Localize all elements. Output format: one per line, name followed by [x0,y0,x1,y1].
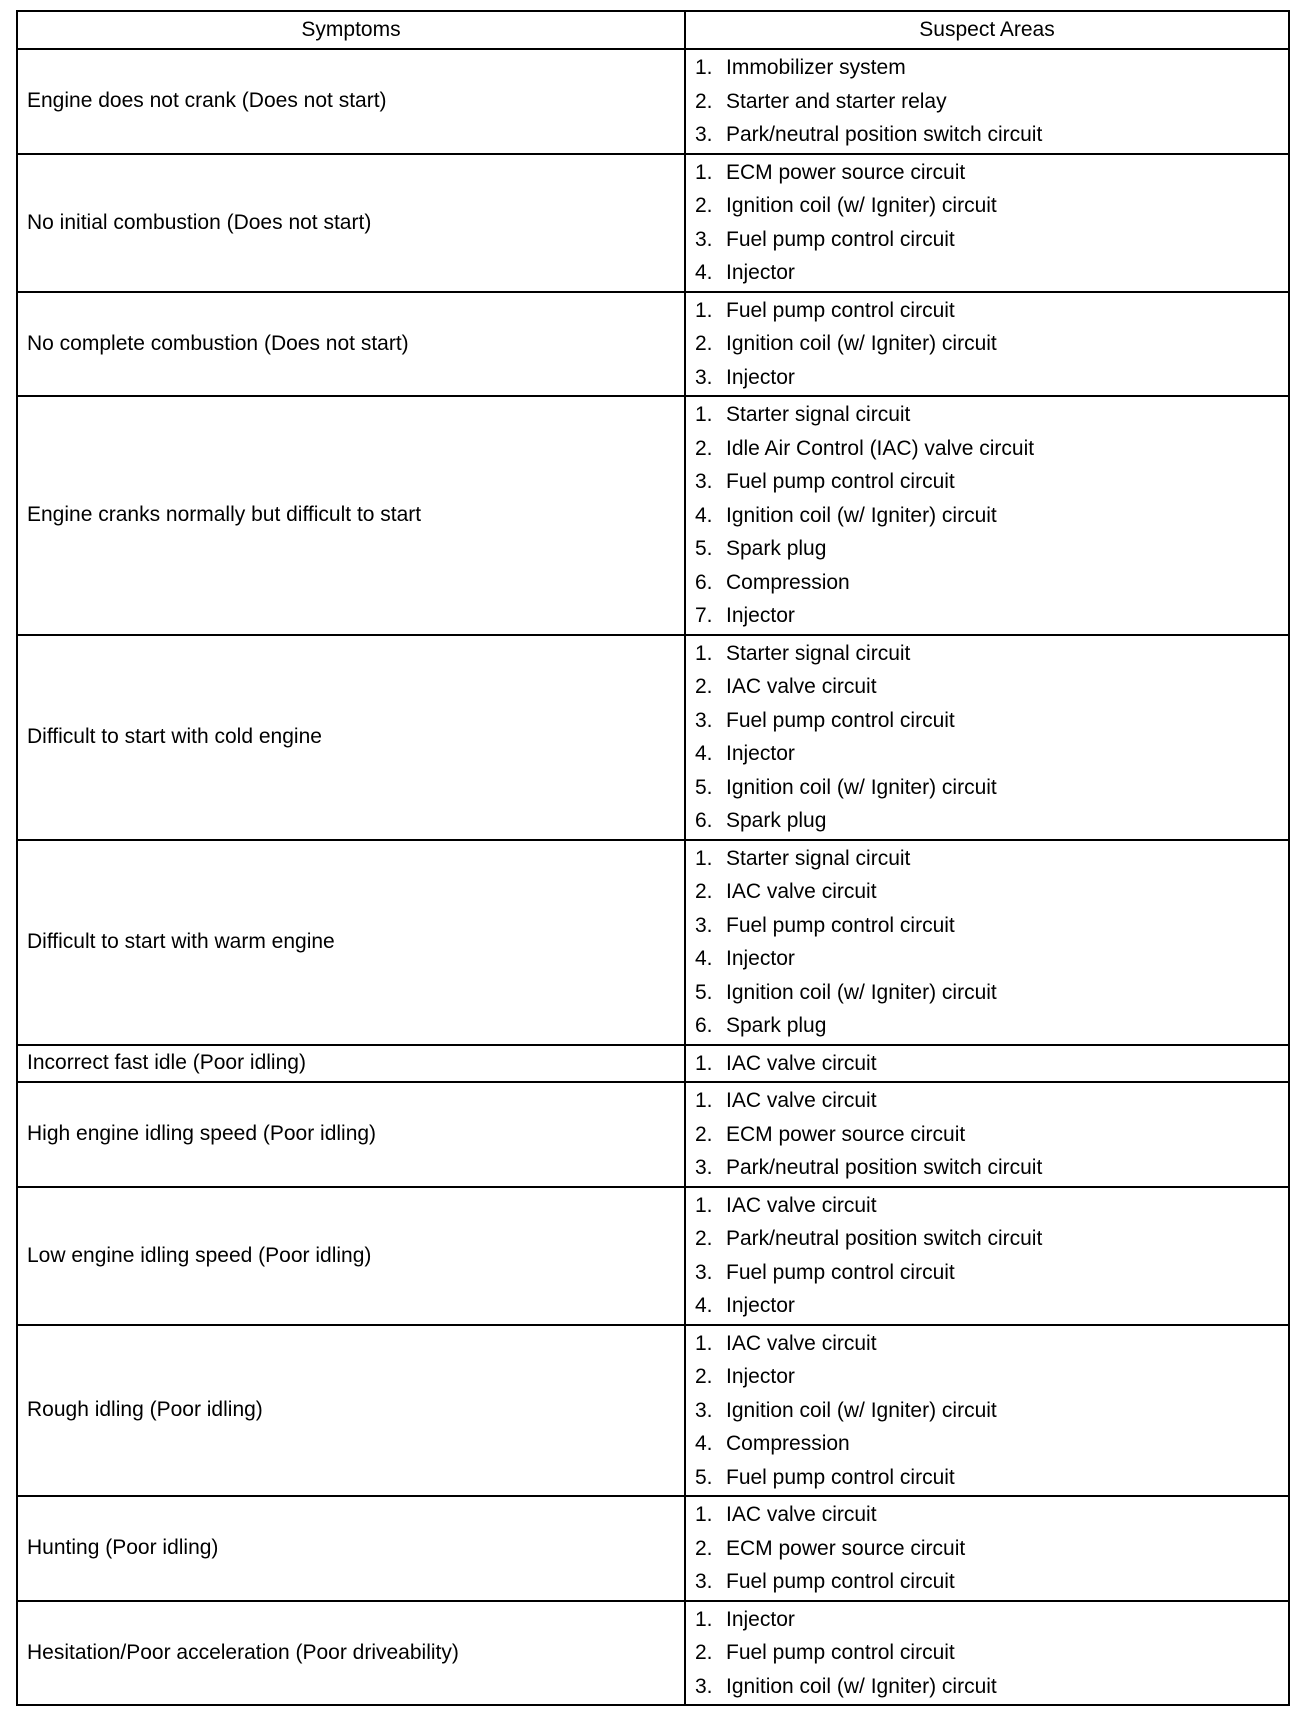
suspect-item-label: ECM power source circuit [726,1122,966,1146]
suspect-areas-cell [685,49,1289,154]
suspect-item-number: 1. [695,160,713,184]
suspect-item-number: 1. [695,1331,713,1355]
suspect-item-label: Fuel pump control circuit [726,1641,955,1664]
suspect-item [695,566,1288,600]
suspect-item-number: 2. [695,1227,713,1250]
suspect-item [695,1532,1288,1566]
suspect-item-label: Ignition coil (w/ Igniter) circuit [726,775,997,799]
suspect-item [695,156,1288,190]
symptom-cell: Rough idling (Poor idling) [17,1325,685,1497]
suspect-item-number: 1. [695,298,713,322]
suspect-item [695,327,1288,361]
suspect-item-label: Fuel pump control circuit [726,470,955,493]
symptom-cell: High engine idling speed (Poor idling) [17,1082,685,1187]
suspect-item-label: Fuel pump control circuit [726,913,955,937]
suspect-item-number: 2. [695,1536,713,1560]
suspect-item-number: 3. [695,470,713,493]
suspect-item [695,1189,1288,1223]
suspect-item-label: IAC valve circuit [726,1331,877,1355]
suspect-item-label: Spark plug [726,809,827,832]
suspect-item-label: Immobilizer system [726,56,906,79]
suspect-item [695,875,1288,909]
suspect-item-number: 6. [695,570,713,594]
suspect-item-label: Injector [726,1365,795,1388]
suspect-item-number: 2. [695,332,713,355]
header-symptoms: Symptoms [17,11,685,49]
suspect-item-label: Fuel pump control circuit [726,1465,955,1489]
suspect-item-number: 3. [695,123,713,146]
suspect-item [695,1498,1288,1532]
suspect-item-label: ECM power source circuit [726,1536,966,1560]
suspect-item-label: ECM power source circuit [726,160,966,184]
suspect-item [695,1256,1288,1290]
symptom-cell: Difficult to start with warm engine [17,840,685,1045]
suspect-item-label: IAC valve circuit [726,1051,877,1075]
symptom-table [16,10,1290,1706]
suspect-item [695,1565,1288,1599]
suspect-item [695,1670,1288,1704]
suspect-list [695,1603,1288,1704]
suspect-item-number: 1. [695,56,713,79]
suspect-item [695,637,1288,671]
suspect-item [695,1151,1288,1185]
suspect-list [695,294,1288,395]
suspect-item-number: 6. [695,1014,713,1037]
symptom-cell: Engine does not crank (Does not start) [17,49,685,154]
suspect-item-number: 3. [695,1156,713,1179]
symptom-cell: No initial combustion (Does not start) [17,154,685,292]
suspect-item [695,256,1288,290]
table-row [17,1045,1289,1083]
suspect-item-number: 6. [695,809,713,832]
suspect-item-number: 2. [695,436,713,460]
suspect-item-number: 1. [695,1607,713,1631]
suspect-list [695,1084,1288,1185]
suspect-item-number: 1. [695,1051,713,1075]
suspect-item-number: 3. [695,1674,713,1698]
suspect-item-number: 5. [695,537,713,560]
suspect-item [695,942,1288,976]
suspect-item-number: 2. [695,194,713,217]
suspect-item [695,670,1288,704]
suspect-item-label: Idle Air Control (IAC) valve circuit [726,436,1035,460]
suspect-item [695,976,1288,1010]
suspect-item-label: Injector [726,1294,795,1317]
suspect-item-number: 3. [695,227,713,251]
suspect-list [695,1327,1288,1495]
table-row [17,1187,1289,1325]
suspect-item [695,1394,1288,1428]
suspect-item-label: Starter and starter relay [726,89,947,113]
suspect-item [695,1427,1288,1461]
symptom-cell: No complete combustion (Does not start) [17,292,685,397]
suspect-item [695,1636,1288,1670]
suspect-item-label: Starter signal circuit [726,403,911,426]
suspect-areas-cell [685,292,1289,397]
table-row [17,396,1289,635]
suspect-item [695,361,1288,395]
suspect-item [695,599,1288,633]
suspect-areas-cell [685,396,1289,635]
suspect-item-number: 4. [695,261,713,284]
symptom-cell: Incorrect fast idle (Poor idling) [17,1045,685,1083]
table-row [17,1496,1289,1601]
suspect-item-number: 2. [695,89,713,113]
suspect-list [695,51,1288,152]
suspect-item-label: Fuel pump control circuit [726,708,955,732]
symptom-cell: Hunting (Poor idling) [17,1496,685,1601]
suspect-item-label: Injector [726,1607,795,1631]
suspect-item-label: Injector [726,261,795,284]
suspect-item-number: 1. [695,403,713,426]
suspect-item [695,909,1288,943]
suspect-item [695,499,1288,533]
suspect-areas-cell [685,1325,1289,1497]
suspect-item-label: IAC valve circuit [726,1089,877,1112]
suspect-item [695,189,1288,223]
suspect-item-number: 1. [695,846,713,870]
suspect-item-label: Injector [726,947,795,970]
suspect-item-number: 4. [695,742,713,765]
suspect-item-label: Fuel pump control circuit [726,1570,955,1593]
table-row [17,1601,1289,1706]
suspect-item-label: Injector [726,365,795,389]
suspect-item-label: Ignition coil (w/ Igniter) circuit [726,332,997,355]
suspect-areas-cell [685,154,1289,292]
suspect-item [695,1289,1288,1323]
header-row [17,11,1289,49]
suspect-item-number: 1. [695,1193,713,1217]
suspect-item [695,223,1288,257]
suspect-item-number: 2. [695,1122,713,1146]
suspect-item-label: Fuel pump control circuit [726,298,955,322]
suspect-item-label: IAC valve circuit [726,1193,877,1217]
suspect-item-label: IAC valve circuit [726,880,877,903]
suspect-item-label: Ignition coil (w/ Igniter) circuit [726,1674,997,1698]
suspect-list [695,398,1288,633]
suspect-item [695,804,1288,838]
suspect-item-number: 2. [695,880,713,903]
suspect-item [695,51,1288,85]
suspect-item-number: 4. [695,503,713,527]
suspect-item-label: Starter signal circuit [726,641,911,665]
table-row [17,1082,1289,1187]
suspect-item-label: Ignition coil (w/ Igniter) circuit [726,503,997,527]
suspect-item [695,1603,1288,1637]
suspect-item [695,1327,1288,1361]
symptom-cell: Low engine idling speed (Poor idling) [17,1187,685,1325]
suspect-areas-cell [685,1045,1289,1083]
suspect-item-number: 4. [695,947,713,970]
table-row [17,292,1289,397]
table-row [17,49,1289,154]
suspect-item [695,432,1288,466]
suspect-item [695,1222,1288,1256]
suspect-item-number: 3. [695,913,713,937]
suspect-item [695,85,1288,119]
suspect-item [695,294,1288,328]
suspect-item-number: 3. [695,1570,713,1593]
suspect-item-label: Park/neutral position switch circuit [726,1227,1043,1250]
table-row [17,635,1289,840]
suspect-item-number: 1. [695,1089,713,1112]
suspect-item-number: 2. [695,1641,713,1664]
suspect-item-number: 2. [695,675,713,698]
suspect-item [695,1461,1288,1495]
suspect-areas-cell [685,1187,1289,1325]
header-suspect-areas: Suspect Areas [685,11,1289,49]
suspect-item-number: 4. [695,1294,713,1317]
suspect-areas-cell [685,840,1289,1045]
symptom-cell: Engine cranks normally but difficult to start [17,396,685,635]
suspect-list [695,842,1288,1043]
suspect-item [695,1084,1288,1118]
suspect-item-number: 3. [695,1260,713,1284]
suspect-item-label: Injector [726,604,795,627]
suspect-list [695,1498,1288,1599]
suspect-item-number: 5. [695,980,713,1004]
suspect-areas-cell [685,1601,1289,1706]
table-row [17,1325,1289,1497]
table-row [17,840,1289,1045]
suspect-item-label: Spark plug [726,537,827,560]
suspect-item-number: 3. [695,365,713,389]
suspect-list [695,156,1288,290]
suspect-item-label: Ignition coil (w/ Igniter) circuit [726,980,997,1004]
suspect-areas-cell [685,635,1289,840]
suspect-item-label: Park/neutral position switch circuit [726,1156,1043,1179]
suspect-item-number: 2. [695,1365,713,1388]
suspect-item-label: Spark plug [726,1014,827,1037]
table-row [17,154,1289,292]
suspect-list [695,637,1288,838]
suspect-item [695,532,1288,566]
suspect-item-label: Starter signal circuit [726,846,911,870]
suspect-list [695,1047,1288,1081]
suspect-item-label: IAC valve circuit [726,675,877,698]
suspect-item-number: 5. [695,775,713,799]
table-body [17,49,1289,1705]
suspect-item-label: Park/neutral position switch circuit [726,123,1043,146]
suspect-item-label: Injector [726,742,795,765]
suspect-item-number: 1. [695,641,713,665]
suspect-areas-cell [685,1082,1289,1187]
suspect-item-label: Fuel pump control circuit [726,227,955,251]
suspect-item [695,1360,1288,1394]
suspect-item-number: 4. [695,1432,713,1455]
suspect-item [695,1009,1288,1043]
suspect-item-number: 3. [695,1398,713,1422]
suspect-item-label: IAC valve circuit [726,1503,877,1526]
suspect-item-number: 3. [695,708,713,732]
suspect-item [695,1047,1288,1081]
suspect-item-label: Compression [726,1432,850,1455]
suspect-list [695,1189,1288,1323]
suspect-item [695,737,1288,771]
suspect-item-label: Compression [726,570,850,594]
suspect-areas-cell [685,1496,1289,1601]
suspect-item-label: Fuel pump control circuit [726,1260,955,1284]
suspect-item-number: 5. [695,1465,713,1489]
suspect-item [695,118,1288,152]
suspect-item [695,704,1288,738]
suspect-item-number: 7. [695,604,713,627]
suspect-item-label: Ignition coil (w/ Igniter) circuit [726,1398,997,1422]
suspect-item [695,1118,1288,1152]
suspect-item [695,842,1288,876]
suspect-item [695,398,1288,432]
suspect-item [695,771,1288,805]
symptom-cell: Hesitation/Poor acceleration (Poor driveability) [17,1601,685,1706]
suspect-item [695,465,1288,499]
suspect-item-number: 1. [695,1503,713,1526]
symptom-cell: Difficult to start with cold engine [17,635,685,840]
suspect-item-label: Ignition coil (w/ Igniter) circuit [726,194,997,217]
